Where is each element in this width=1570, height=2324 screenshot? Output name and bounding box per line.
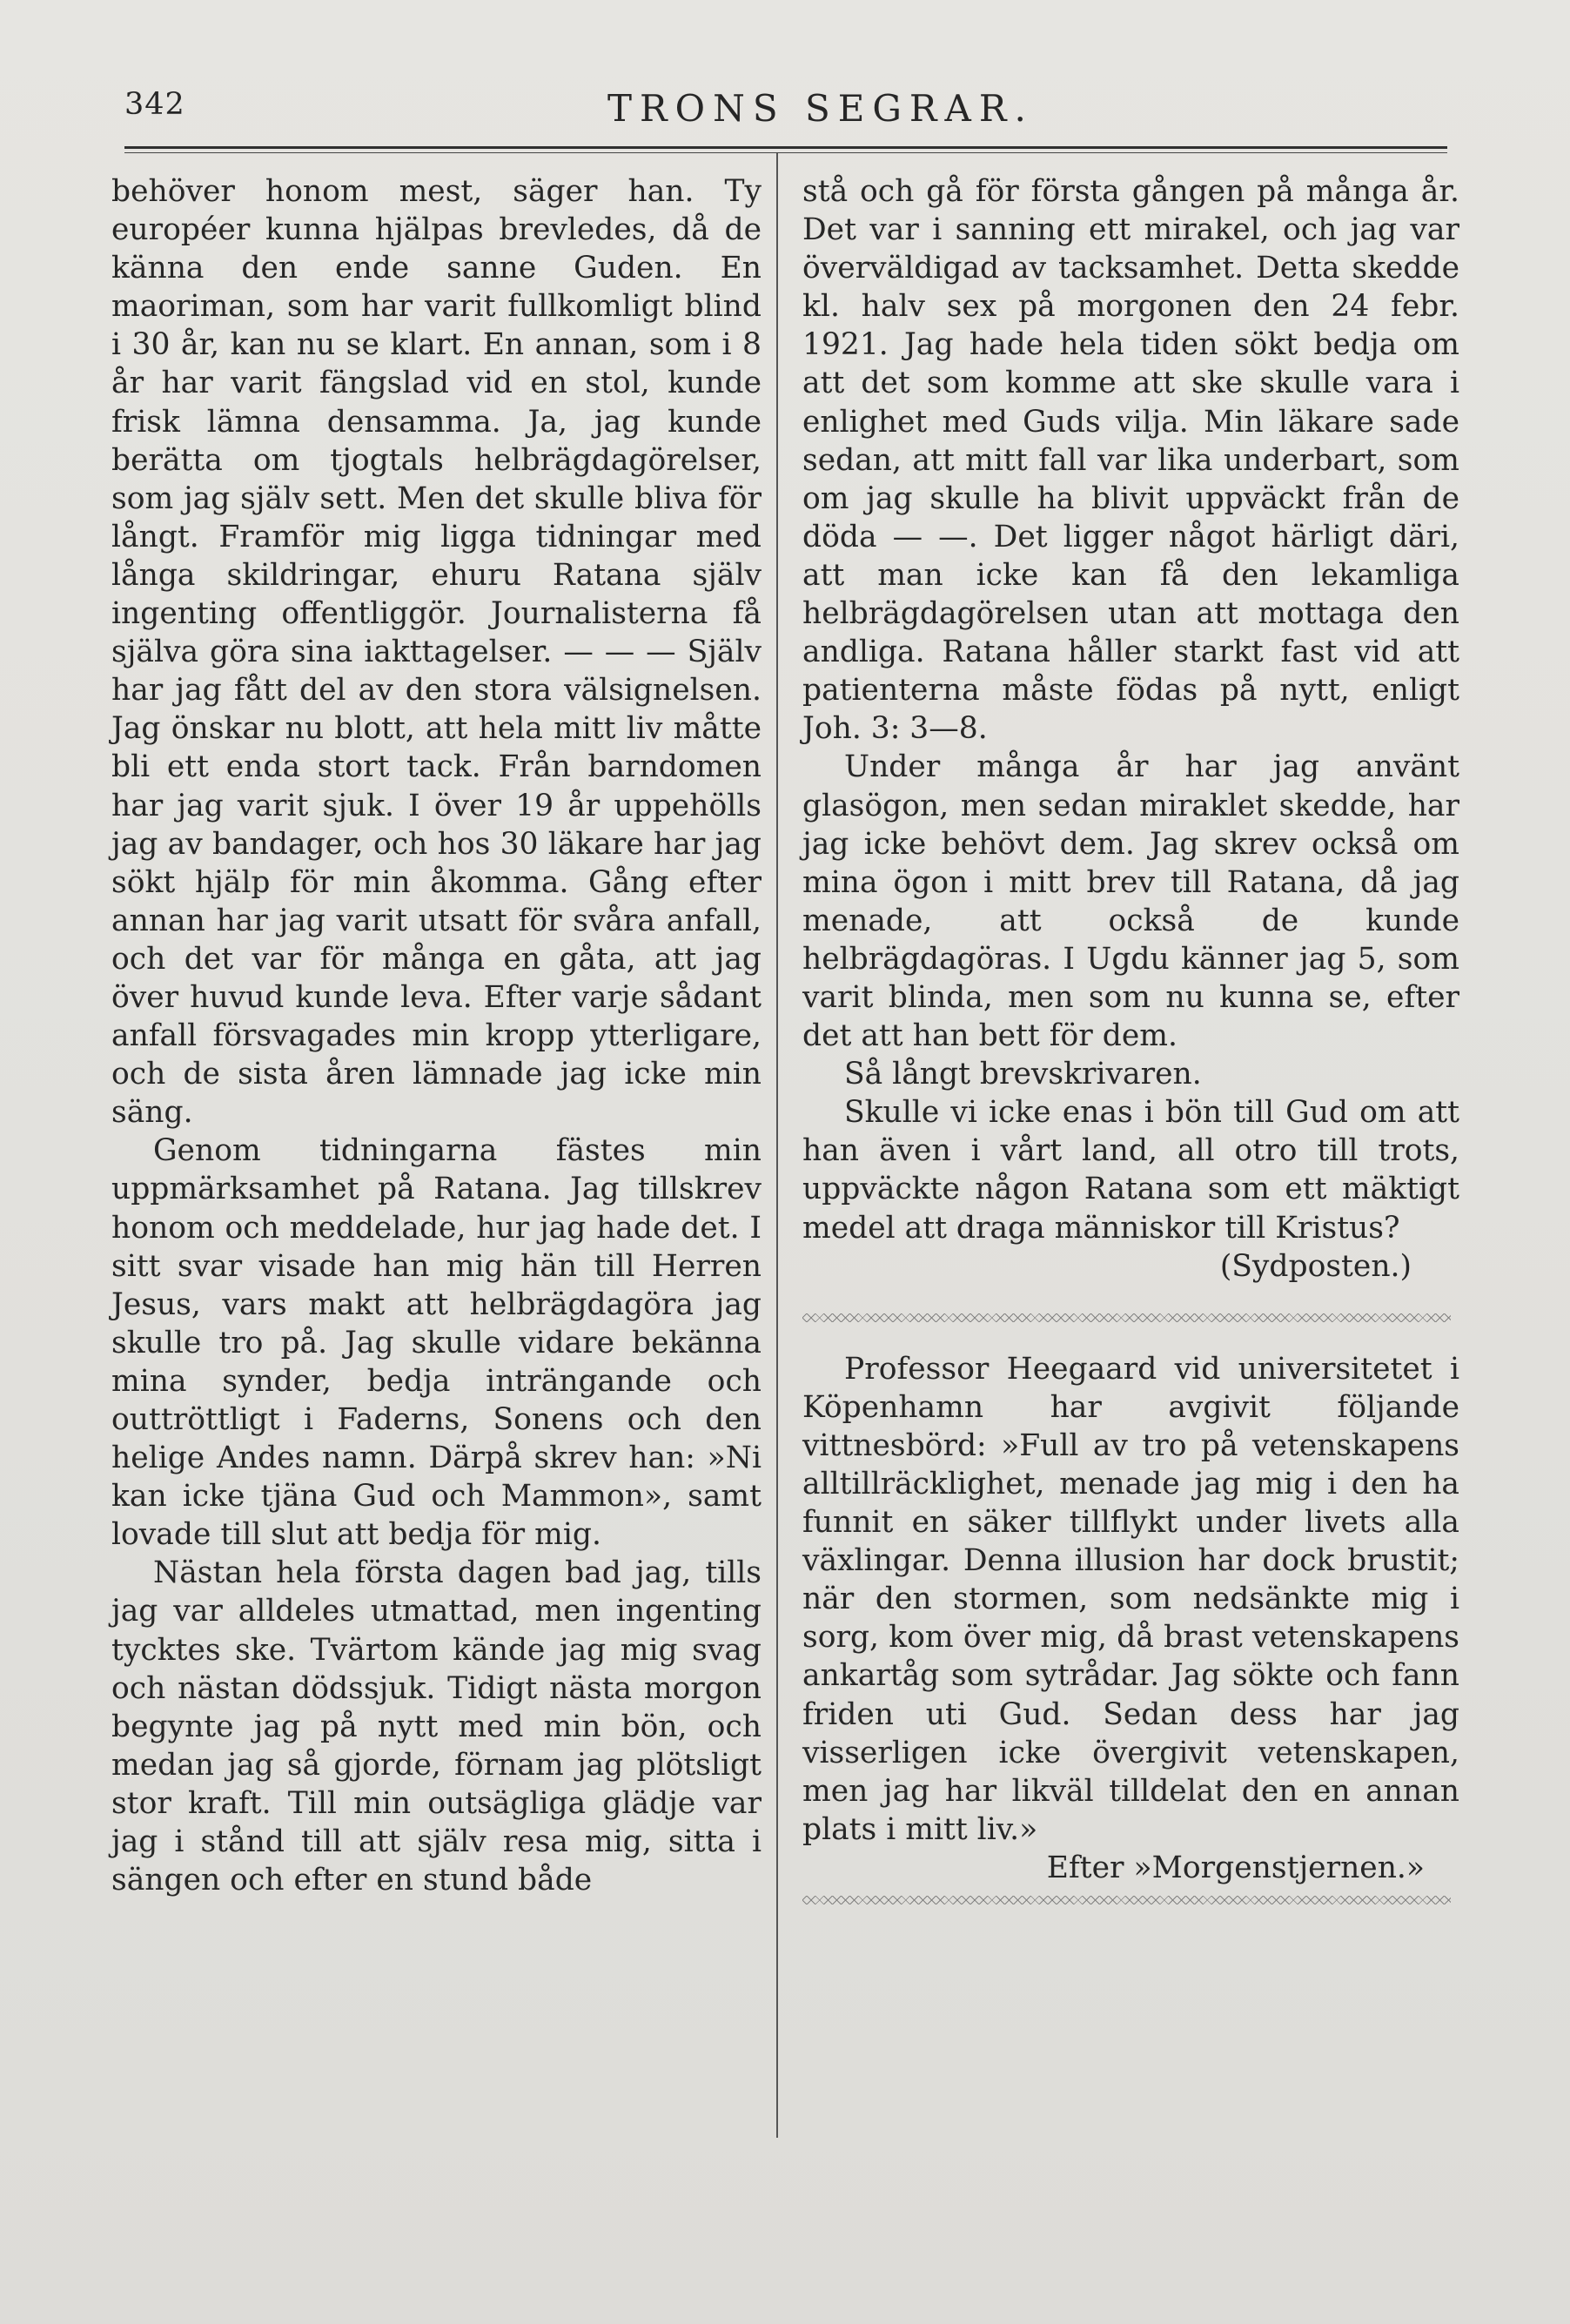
header-rule bbox=[124, 146, 1447, 149]
wavy-rule-end bbox=[802, 1896, 1451, 1904]
header-rule-thin bbox=[124, 152, 1447, 153]
right-paragraph-3: Så långt brevskrivaren. bbox=[844, 1057, 1202, 1092]
right-column bbox=[802, 172, 1459, 1913]
left-paragraph-3: Nästan hela första dagen bad jag, tills jag var alldeles utmattad, men ingenting tycktes ske. Tvärtom kände jag mig svag och nästan dödssjuk. Tidigt nästa morgon begynte jag på nytt med min bön, och medan jag så gjorde, förnam jag plötsligt stor kraft. Till min outsägliga glädje var jag i stånd till att själv resa mig, sitta i sängen och efter en stund både bbox=[111, 1555, 762, 1898]
wavy-rule bbox=[802, 1313, 1451, 1322]
right-paragraph-1: stå och gå för första gången på många år. Det var i sanning ett mirakel, och jag var överväldigad av tacksamhet. Detta skedde kl. halv sex på morgonen den 24 febr. 1921. Jag hade hela tiden sökt bedja om att det som komme att ske skulle vara i enlighet med Guds vilja. Min läkare sade sedan, att mitt fall var lika underbart, som om jag skulle ha blivit uppväckt från de döda — —. Det ligger något härligt däri, att man icke kan få den lekamliga helbrägdagörelsen utan att mottaga den andliga. Ratana håller starkt fast vid att patienterna måste födas på nytt, enligt Joh. 3: 3—8. bbox=[802, 174, 1459, 747]
source-morgenstjernen: Efter »Morgenstjernen.» bbox=[1046, 1850, 1425, 1885]
left-column bbox=[111, 172, 762, 1899]
end-separator bbox=[802, 1887, 1459, 1913]
running-title: TRONS SEGRAR. bbox=[607, 87, 1034, 130]
left-paragraph-2: Genom tidningarna fästes min uppmärksamhet på Ratana. Jag tillskrev honom och meddelade, hur jag hade det. I sitt svar visade han mig hän till Herren Jesus, vars makt att helbrägdagöra jag skulle tro på. Jag skulle vidare bekänna mina synder, bedja inträngande och outtröttligt i Faderns, Sonens och den helige Andes namn. Därpå skrev han: »Ni kan icke tjäna Gud och Mammon», samt lovade till slut att bedja för mig. bbox=[111, 1133, 762, 1553]
left-paragraph-1: behöver honom mest, säger han. Ty européer kunna hjälpas brevledes, då de känna den ende sanne Guden. En maoriman, som har varit fullkomligt blind i 30 år, kan nu se klart. En annan, som i 8 år har varit fängslad vid en stol, kunde frisk lämna densamma. Ja, jag kunde berätta om tjogtals helbrägdagörelser, som jag själv sett. Men det skulle bliva för långt. Framför mig ligga tidningar med långa skildringar, ehuru Ratana själv ingenting offentliggör. Journalisterna få själva göra sina iakttagelser. — — — Själv har jag fått del av den stora välsignelsen. Jag önskar nu blott, att hela mitt liv måtte bli ett enda stort tack. Från barndomen har jag varit sjuk. I över 19 år uppehölls jag av bandager, och hos 30 läkare har jag sökt hjälp för min åkomma. Gång efter annan har jag varit utsatt för svåra anfall, och det var för många en gåta, att jag över huvud kunde leva. Efter varje sådant anfall försvagades min kropp ytterligare, och de sista åren lämnade jag icke min säng. bbox=[111, 174, 762, 1131]
right-paragraph-2: Under många år har jag använt glasögon, men sedan miraklet skedde, har jag icke behövt dem. Jag skrev också om mina ögon i mitt brev till Ratana, då jag menade, att också de kunde helbrägdagöras. I Ugdu känner jag 5, som varit blinda, men som nu kunna se, efter det att han bett för dem. bbox=[802, 749, 1459, 1054]
source-sydposten: (Sydposten.) bbox=[1219, 1248, 1412, 1284]
article-heegaard: Professor Heegaard vid universitetet i Köpenhamn har avgivit följande vittnesbörd: »Full av tro på vetenskapens alltillräcklighet, menade jag mig i den ha funnit en säker tillflykt under livets alla växlingar. Denna illusion har dock brustit; när den stormen, som nedsänkte mig i sorg, kom över mig, då brast vetenskapens ankartåg som sytrådar. Jag sökte och fann friden uti Gud. Sedan dess har jag visserligen icke övergivit vetenskapen, men jag har likväl tilldelat den en annan plats i mitt liv.» bbox=[802, 1351, 1459, 1847]
column-divider bbox=[776, 153, 778, 2138]
right-paragraph-4: Skulle vi icke enas i bön till Gud om att han även i vårt land, all otro till trots, uppväckte någon Ratana som ett mäktigt medel att draga människor till Kristus? bbox=[802, 1095, 1459, 1246]
page-header bbox=[124, 87, 1447, 139]
page-number: 342 bbox=[124, 87, 185, 122]
section-separator bbox=[802, 1286, 1459, 1350]
